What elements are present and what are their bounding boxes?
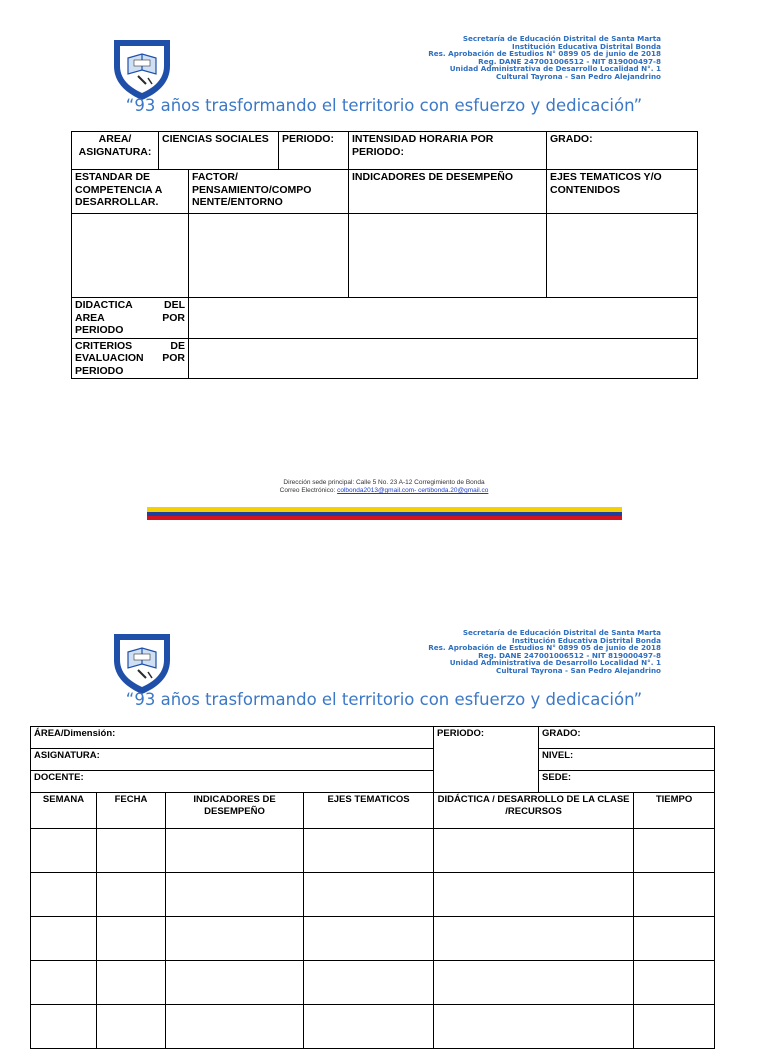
- table-row: [31, 829, 715, 873]
- asignatura-label: ASIGNATURA:: [31, 749, 434, 771]
- table-cell[interactable]: [434, 917, 634, 961]
- info-line: Cultural Tayrona - San Pedro Alejandrino: [496, 71, 661, 81]
- table-row: [31, 1005, 715, 1049]
- col-tiempo: TIEMPO: [634, 793, 715, 829]
- info-line: Reg. DANE 247001006512 - NIT 819000497-8: [478, 650, 661, 660]
- table-cell[interactable]: [31, 873, 97, 917]
- estandar-header: ESTANDAR DE COMPETENCIA A DESARROLLAR.: [72, 170, 189, 214]
- intensidad-label: INTENSIDAD HORARIA POR PERIODO:: [349, 132, 547, 170]
- planning-form-table: [71, 131, 698, 379]
- page-footer: [0, 479, 768, 495]
- school-logo: [108, 628, 176, 696]
- table-cell[interactable]: [166, 961, 304, 1005]
- table-cell[interactable]: [634, 1005, 715, 1049]
- ejes-cell[interactable]: [547, 214, 698, 298]
- col-didactica: DIDÁCTICA / DESARROLLO DE LA CLASE /RECURSOS: [434, 793, 634, 829]
- info-line: Institución Educativa Distrital Bonda: [512, 635, 661, 645]
- table-cell[interactable]: [634, 873, 715, 917]
- info-line: Secretaría de Educación Distrital de Santa Marta: [462, 34, 661, 43]
- table-cell[interactable]: [31, 961, 97, 1005]
- table-cell[interactable]: [31, 829, 97, 873]
- table-cell[interactable]: [304, 961, 434, 1005]
- slogan: “93 años trasformando el territorio con esfuerzo y dedicación”: [125, 690, 643, 709]
- col-semana: SEMANA: [31, 793, 97, 829]
- didactica-cell[interactable]: [189, 298, 698, 339]
- institution-info: [428, 35, 661, 81]
- area-dimension-label: ÁREA/Dimensión:: [31, 727, 434, 749]
- table-row: [31, 873, 715, 917]
- indicadores-cell[interactable]: [349, 214, 547, 298]
- didactica-line: AREA POR: [75, 311, 185, 324]
- table-cell[interactable]: [434, 1005, 634, 1049]
- slogan: “93 años trasformando el territorio con esfuerzo y dedicación”: [125, 96, 643, 115]
- table-cell[interactable]: [166, 1005, 304, 1049]
- school-logo: [108, 34, 176, 102]
- info-line: Res. Aprobación de Estudios N° 0899 05 de junio de 2018: [428, 643, 661, 653]
- page-2: [0, 594, 768, 1024]
- criterios-line: CRITERIOS DE: [75, 339, 185, 352]
- table-cell[interactable]: [434, 829, 634, 873]
- criterios-label: [72, 338, 189, 379]
- institution-info: [428, 629, 661, 675]
- sede-label: SEDE:: [539, 771, 715, 793]
- table-cell[interactable]: [634, 961, 715, 1005]
- nivel-label: NIVEL:: [539, 749, 715, 771]
- table-cell[interactable]: [434, 961, 634, 1005]
- periodo-label: PERIODO:: [434, 727, 539, 793]
- table-row: [31, 917, 715, 961]
- table-row: [31, 961, 715, 1005]
- criterios-line: PERIODO: [75, 364, 124, 377]
- colombia-flag-stripe: [147, 507, 622, 520]
- footer-email-link[interactable]: colbonda2013@gmail.com- certibonda.20@gmail.co: [337, 487, 489, 494]
- estandar-cell[interactable]: [72, 214, 189, 298]
- criterios-cell[interactable]: [189, 338, 698, 379]
- footer-address: Dirección sede principal: Calle 5 No. 23 A-12 Corregimiento de Bonda: [283, 479, 485, 486]
- footer-email-line: [0, 487, 768, 495]
- didactica-label: [72, 298, 189, 339]
- factor-header: FACTOR/ PENSAMIENTO/COMPO NENTE/ENTORNO: [189, 170, 349, 214]
- table-cell[interactable]: [97, 917, 166, 961]
- criterios-line: EVALUACION POR: [75, 352, 185, 364]
- class-plan-table: [30, 726, 715, 1049]
- table-cell[interactable]: [434, 873, 634, 917]
- didactica-line: PERIODO: [75, 324, 124, 336]
- table-cell[interactable]: [31, 917, 97, 961]
- grado-label: GRADO:: [539, 727, 715, 749]
- table-cell[interactable]: [166, 917, 304, 961]
- table-cell[interactable]: [97, 961, 166, 1005]
- table-cell[interactable]: [304, 1005, 434, 1049]
- info-line: Reg. DANE 247001006512 - NIT 819000497-8: [478, 56, 661, 66]
- info-line: Cultural Tayrona - San Pedro Alejandrino: [496, 665, 661, 675]
- table-cell[interactable]: [97, 1005, 166, 1049]
- info-line: Institución Educativa Distrital Bonda: [512, 41, 661, 51]
- factor-cell[interactable]: [189, 214, 349, 298]
- footer-email-label: Correo Electrónico:: [279, 487, 336, 494]
- col-indicadores: INDICADORES DE DESEMPEÑO: [166, 793, 304, 829]
- grado-label: GRADO:: [547, 132, 698, 170]
- indicadores-header: INDICADORES DE DESEMPEÑO: [349, 170, 547, 214]
- info-line: Secretaría de Educación Distrital de Santa Marta: [462, 628, 661, 637]
- info-line: Unidad Administrativa de Desarrollo Localidad N°. 1: [449, 658, 661, 668]
- table-cell[interactable]: [166, 829, 304, 873]
- info-line: Unidad Administrativa de Desarrollo Localidad N°. 1: [449, 64, 661, 74]
- area-value: CIENCIAS SOCIALES: [159, 132, 279, 170]
- table-cell[interactable]: [304, 829, 434, 873]
- info-line: Res. Aprobación de Estudios N° 0899 05 de junio de 2018: [428, 49, 661, 59]
- periodo-label: PERIODO:: [279, 132, 349, 170]
- area-label: AREA/ ASIGNATURA:: [72, 132, 159, 170]
- table-cell[interactable]: [166, 873, 304, 917]
- table-cell[interactable]: [97, 873, 166, 917]
- table-cell[interactable]: [634, 917, 715, 961]
- didactica-line: DIDACTICA DEL: [75, 299, 185, 311]
- table-cell[interactable]: [304, 917, 434, 961]
- table-cell[interactable]: [97, 829, 166, 873]
- table-cell[interactable]: [304, 873, 434, 917]
- table-cell[interactable]: [634, 829, 715, 873]
- col-ejes: EJES TEMATICOS: [304, 793, 434, 829]
- docente-label: DOCENTE:: [31, 771, 434, 793]
- ejes-header: EJES TEMATICOS Y/O CONTENIDOS: [547, 170, 698, 214]
- col-fecha: FECHA: [97, 793, 166, 829]
- table-cell[interactable]: [31, 1005, 97, 1049]
